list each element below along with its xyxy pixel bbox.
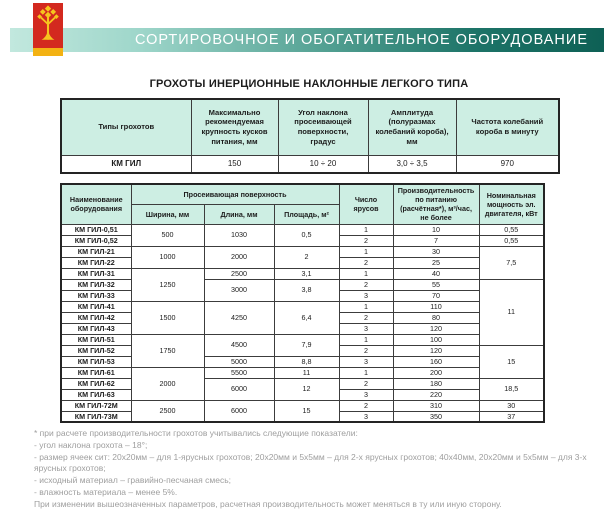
amplitude-cell: 3,0 ÷ 3,5 <box>368 155 456 173</box>
table-row <box>61 268 544 279</box>
col-header-surface-group: Просеивающая поверхность <box>131 184 339 204</box>
capacity-cell: 70 <box>393 290 479 301</box>
capacity-cell: 310 <box>393 400 479 411</box>
length-cell: 5500 <box>204 367 274 378</box>
summary-header-row <box>61 99 559 155</box>
col-header-area: Площадь, м² <box>274 204 339 224</box>
logo-yellow-stripe <box>33 48 63 56</box>
table-row <box>61 224 544 235</box>
length-cell: 2500 <box>204 268 274 279</box>
tiers-cell: 2 <box>339 345 393 356</box>
tiers-cell: 2 <box>339 400 393 411</box>
tiers-cell: 3 <box>339 290 393 301</box>
col-header-type: Типы грохотов <box>61 99 191 155</box>
model-cell: КМ ГИЛ-73М <box>61 411 131 422</box>
tiers-cell: 2 <box>339 235 393 246</box>
width-cell: 1000 <box>131 246 204 268</box>
footnote-line: - исходный материал – гравийно-песчаная смесь; <box>34 475 231 486</box>
tiers-cell: 3 <box>339 356 393 367</box>
capacity-cell: 220 <box>393 389 479 400</box>
width-cell: 1500 <box>131 301 204 334</box>
width-cell: 1250 <box>131 268 204 301</box>
capacity-cell: 40 <box>393 268 479 279</box>
model-cell: КМ ГИЛ-41 <box>61 301 131 312</box>
tiers-cell: 1 <box>339 246 393 257</box>
power-cell: 15 <box>479 345 544 378</box>
header-band <box>10 28 604 52</box>
model-cell: КМ ГИЛ-21 <box>61 246 131 257</box>
col-header-length: Длина, мм <box>204 204 274 224</box>
model-cell: КМ ГИЛ-0,52 <box>61 235 131 246</box>
summary-table <box>60 98 560 174</box>
page-title: ГРОХОТЫ ИНЕРЦИОННЫЕ НАКЛОННЫЕ ЛЕГКОГО ТИПА <box>149 78 469 90</box>
angle-cell: 10 ÷ 20 <box>278 155 368 173</box>
capacity-cell: 55 <box>393 279 479 290</box>
col-header-max-feed: Максимально рекомендуемая крупность кусков питания, мм <box>191 99 278 155</box>
area-cell: 6,4 <box>274 301 339 334</box>
length-cell: 6000 <box>204 400 274 422</box>
model-cell: КМ ГИЛ-51 <box>61 334 131 345</box>
table-row <box>61 367 544 378</box>
max-feed-cell: 150 <box>191 155 278 173</box>
model-cell: КМ ГИЛ-32 <box>61 279 131 290</box>
footnote-line: - влажность материала – менее 5%. <box>34 486 178 497</box>
col-header-width: Ширина, мм <box>131 204 204 224</box>
table-row <box>61 301 544 312</box>
tiers-cell: 2 <box>339 378 393 389</box>
table-row <box>61 334 544 345</box>
footnote-line: - угол наклона грохота – 18°; <box>34 439 148 450</box>
area-cell: 3,1 <box>274 268 339 279</box>
tiers-cell: 1 <box>339 301 393 312</box>
capacity-cell: 7 <box>393 235 479 246</box>
length-cell: 3000 <box>204 279 274 301</box>
frequency-cell: 970 <box>456 155 559 173</box>
specs-header-row-1 <box>61 184 544 204</box>
col-header-capacity: Производительность по питанию (расчётная*), м³/час, не более <box>393 184 479 224</box>
area-cell: 11 <box>274 367 339 378</box>
power-cell: 30 <box>479 400 544 411</box>
capacity-cell: 25 <box>393 257 479 268</box>
logo <box>33 3 63 56</box>
area-cell: 12 <box>274 378 339 400</box>
length-cell: 4500 <box>204 334 274 356</box>
length-cell: 2000 <box>204 246 274 268</box>
model-cell: КМ ГИЛ-62 <box>61 378 131 389</box>
model-cell: КМ ГИЛ-52 <box>61 345 131 356</box>
model-cell: КМ ГИЛ-22 <box>61 257 131 268</box>
power-cell: 11 <box>479 279 544 345</box>
tiers-cell: 3 <box>339 389 393 400</box>
tiers-cell: 1 <box>339 367 393 378</box>
summary-data-row <box>61 155 559 173</box>
tiers-cell: 1 <box>339 268 393 279</box>
tree-emblem-icon <box>36 3 60 48</box>
footnotes <box>34 428 591 511</box>
col-header-name: Наименование оборудования <box>61 184 131 224</box>
col-header-tiers: Число ярусов <box>339 184 393 224</box>
model-cell: КМ ГИЛ-61 <box>61 367 131 378</box>
width-cell: 500 <box>131 224 204 246</box>
area-cell: 0,5 <box>274 224 339 246</box>
tiers-cell: 2 <box>339 312 393 323</box>
length-cell: 1030 <box>204 224 274 246</box>
capacity-cell: 120 <box>393 323 479 334</box>
length-cell: 5000 <box>204 356 274 367</box>
tiers-cell: 1 <box>339 224 393 235</box>
area-cell: 8,8 <box>274 356 339 367</box>
footnote-line: * при расчете производительности грохотов учитывались следующие показатели: <box>34 428 358 438</box>
capacity-cell: 160 <box>393 356 479 367</box>
type-cell: КМ ГИЛ <box>61 155 191 173</box>
power-cell: 0,55 <box>479 224 544 235</box>
footnote-line: При изменении вышеозначенных параметров, расчетная производительность может меняться в ту или иную сторону. <box>34 498 502 509</box>
tiers-cell: 3 <box>339 411 393 422</box>
capacity-cell: 350 <box>393 411 479 422</box>
tiers-cell: 2 <box>339 257 393 268</box>
model-cell: КМ ГИЛ-33 <box>61 290 131 301</box>
power-cell: 7,5 <box>479 246 544 279</box>
col-header-frequency: Частота колебаний короба в минуту <box>456 99 559 155</box>
model-cell: КМ ГИЛ-63 <box>61 389 131 400</box>
length-cell: 4250 <box>204 301 274 334</box>
power-cell: 0,55 <box>479 235 544 246</box>
col-header-amplitude: Амплитуда (полуразмах колебаний короба), мм <box>368 99 456 155</box>
area-cell: 2 <box>274 246 339 268</box>
area-cell: 15 <box>274 400 339 422</box>
power-cell: 37 <box>479 411 544 422</box>
width-cell: 2000 <box>131 367 204 400</box>
table-row <box>61 246 544 257</box>
specs-table <box>60 183 545 423</box>
col-header-power: Номинальная мощность эл. двигателя, кВт <box>479 184 544 224</box>
capacity-cell: 10 <box>393 224 479 235</box>
tiers-cell: 3 <box>339 323 393 334</box>
tiers-cell: 2 <box>339 279 393 290</box>
footnote-line: - размер ячеек сит: 20х20мм – для 1-ярусных грохотов; 20х20мм и 5х5мм – для 2-х ярусных грохотов; 40х40мм, 20х20мм и 5х5мм – для 3-х ярусных грохотов; <box>34 451 587 474</box>
capacity-cell: 200 <box>393 367 479 378</box>
capacity-cell: 120 <box>393 345 479 356</box>
model-cell: КМ ГИЛ-31 <box>61 268 131 279</box>
model-cell: КМ ГИЛ-42 <box>61 312 131 323</box>
capacity-cell: 100 <box>393 334 479 345</box>
capacity-cell: 30 <box>393 246 479 257</box>
band-title: СОРТИРОВОЧНОЕ И ОБОГАТИТЕЛЬНОЕ ОБОРУДОВАНИЕ <box>134 32 588 48</box>
power-cell: 18,5 <box>479 378 544 400</box>
model-cell: КМ ГИЛ-0,51 <box>61 224 131 235</box>
capacity-cell: 180 <box>393 378 479 389</box>
logo-red-field <box>33 3 63 48</box>
table-row <box>61 400 544 411</box>
tiers-cell: 1 <box>339 334 393 345</box>
model-cell: КМ ГИЛ-72М <box>61 400 131 411</box>
width-cell: 2500 <box>131 400 204 422</box>
model-cell: КМ ГИЛ-43 <box>61 323 131 334</box>
width-cell: 1750 <box>131 334 204 367</box>
capacity-cell: 110 <box>393 301 479 312</box>
capacity-cell: 80 <box>393 312 479 323</box>
length-cell: 6000 <box>204 378 274 400</box>
model-cell: КМ ГИЛ-53 <box>61 356 131 367</box>
col-header-angle: Угол наклона просеивающей поверхности, градус <box>278 99 368 155</box>
area-cell: 7,9 <box>274 334 339 356</box>
area-cell: 3,8 <box>274 279 339 301</box>
